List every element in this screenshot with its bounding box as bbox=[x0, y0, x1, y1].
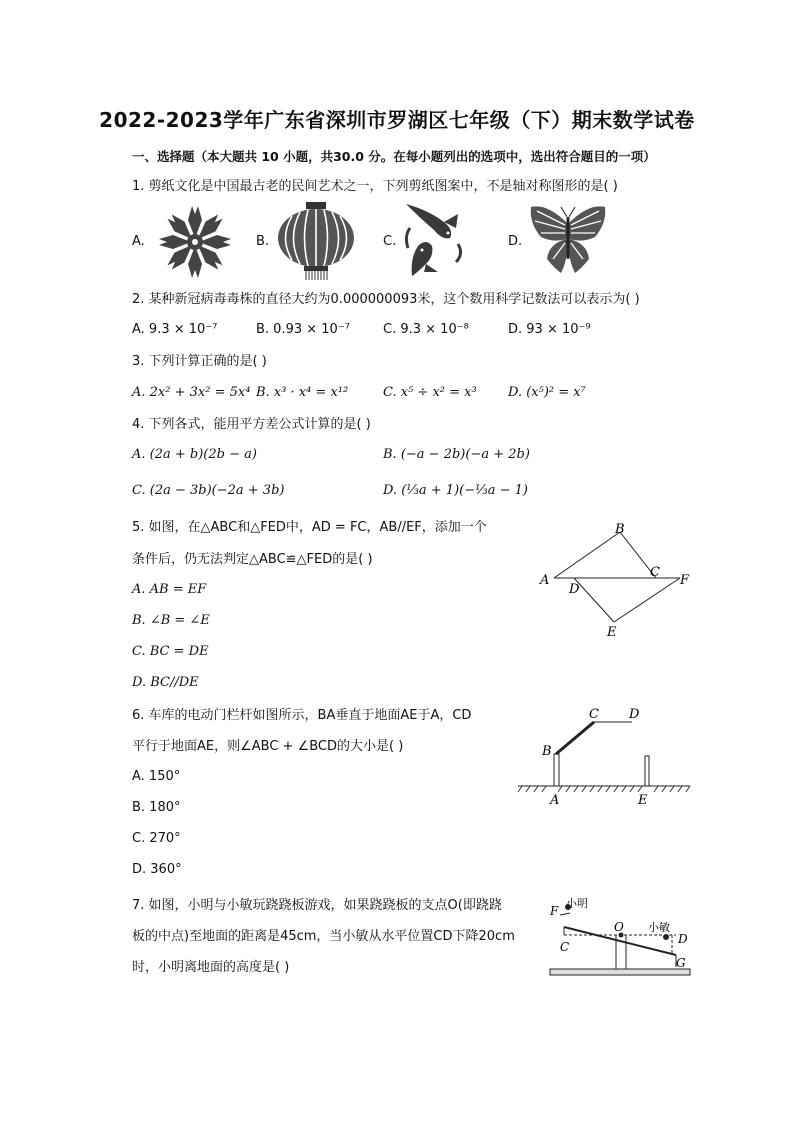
q6-option-d: D. 360° bbox=[132, 862, 182, 877]
q5-triangle-figure bbox=[530, 518, 700, 644]
question-6-stem-line2: 平行于地面AE，则∠ABC + ∠BCD的大小是( ) bbox=[132, 739, 404, 754]
question-3-stem: 3. 下列计算正确的是( ) bbox=[132, 354, 267, 369]
papercut-flower-image bbox=[148, 203, 242, 281]
question-1-stem: 1. 剪纸文化是中国最古老的民间艺术之一，下列剪纸图案中，不是轴对称图形的是( ) bbox=[132, 179, 618, 194]
question-6-stem-line1: 6. 车库的电动门栏杆如图所示，BA垂直于地面AE于A，CD bbox=[132, 708, 472, 723]
q3-option-b: B. x³ · x⁴ = x¹² bbox=[256, 385, 349, 400]
question-4-stem: 4. 下列各式，能用平方差公式计算的是( ) bbox=[132, 417, 371, 432]
q7-label-d: D bbox=[678, 932, 688, 946]
q5-option-d: D. BC//DE bbox=[132, 675, 199, 690]
q7-seesaw-figure bbox=[546, 893, 696, 979]
butterfly-image bbox=[527, 203, 609, 275]
question-5-stem-line2: 条件后，仍无法判定△ABC≌△FED的是( ) bbox=[132, 552, 373, 567]
question-5-stem-line1: 5. 如图，在△ABC和△FED中，AD = FC，AB//EF，添加一个 bbox=[132, 520, 487, 535]
q7-label-xiaoming: 小明 bbox=[566, 897, 588, 910]
q7-label-f: F bbox=[550, 904, 559, 918]
koi-fish-image bbox=[398, 200, 470, 280]
q1-option-a-label: A. bbox=[132, 234, 145, 249]
q5-option-a: A. AB = EF bbox=[132, 582, 207, 597]
q6-label-a: A bbox=[550, 793, 560, 808]
q3-option-c: C. x⁵ ÷ x² = x³ bbox=[383, 385, 477, 400]
q2-option-d: D. 93 × 10⁻⁹ bbox=[508, 322, 591, 337]
q4-option-c: C. (2a − 3b)(−2a + 3b) bbox=[132, 483, 285, 498]
q5-label-f: F bbox=[680, 573, 690, 588]
question-2-stem: 2. 某种新冠病毒毒株的直径大约为0.000000093米，这个数用科学记数法可以表示为( ) bbox=[132, 292, 640, 307]
q6-gate-figure bbox=[514, 702, 694, 810]
q1-option-d-label: D. bbox=[508, 234, 523, 249]
page-title: 2022-2023学年广东省深圳市罗湖区七年级（下）期末数学试卷 bbox=[99, 108, 695, 132]
q7-label-c: C bbox=[560, 940, 570, 954]
q5-label-e: E bbox=[607, 625, 617, 640]
question-7-stem-line1: 7. 如图，小明与小敏玩跷跷板游戏，如果跷跷板的支点O(即跷跷 bbox=[132, 898, 502, 913]
q4-option-d: D. (⅓a + 1)(−⅓a − 1) bbox=[383, 483, 528, 498]
q3-option-a: A. 2x² + 3x² = 5x⁴ bbox=[132, 385, 251, 400]
q2-option-b: B. 0.93 × 10⁻⁷ bbox=[256, 322, 350, 337]
q5-option-c: C. BC = DE bbox=[132, 644, 209, 659]
q2-option-a: A. 9.3 × 10⁻⁷ bbox=[132, 322, 218, 337]
q3-option-d: D. (x⁵)² = x⁷ bbox=[508, 385, 586, 400]
q5-option-b: B. ∠B = ∠E bbox=[132, 613, 210, 628]
q1-option-b-label: B. bbox=[256, 234, 270, 249]
q5-label-d: D bbox=[569, 582, 580, 597]
q5-label-a: A bbox=[540, 573, 550, 588]
q6-label-c: C bbox=[589, 707, 599, 722]
q6-option-a: A. 150° bbox=[132, 769, 181, 784]
q4-option-a: A. (2a + b)(2b − a) bbox=[132, 447, 257, 462]
q7-label-o: O bbox=[614, 920, 624, 934]
q6-option-c: C. 270° bbox=[132, 831, 181, 846]
q5-label-b: B bbox=[615, 522, 625, 537]
section-heading: 一、选择题（本大题共 10 小题，共30.0 分。在每小题列出的选项中，选出符合题目的一项） bbox=[132, 149, 656, 164]
q1-option-c-label: C. bbox=[383, 234, 397, 249]
question-7-stem-line2: 板的中点)至地面的距离是45cm，当小敏从水平位置CD下降20cm bbox=[132, 929, 515, 944]
q6-label-e: E bbox=[638, 793, 648, 808]
q4-option-b: B. (−a − 2b)(−a + 2b) bbox=[383, 447, 530, 462]
lantern-image bbox=[275, 200, 357, 282]
q6-label-b: B bbox=[542, 744, 552, 759]
q7-label-g: G bbox=[676, 956, 686, 970]
question-7-stem-line3: 时，小明离地面的高度是( ) bbox=[132, 960, 290, 975]
q7-label-xiaomin: 小敏 bbox=[648, 921, 670, 934]
q6-option-b: B. 180° bbox=[132, 800, 181, 815]
q2-option-c: C. 9.3 × 10⁻⁸ bbox=[383, 322, 469, 337]
q5-label-c: C bbox=[650, 565, 660, 580]
q6-label-d: D bbox=[629, 707, 640, 722]
